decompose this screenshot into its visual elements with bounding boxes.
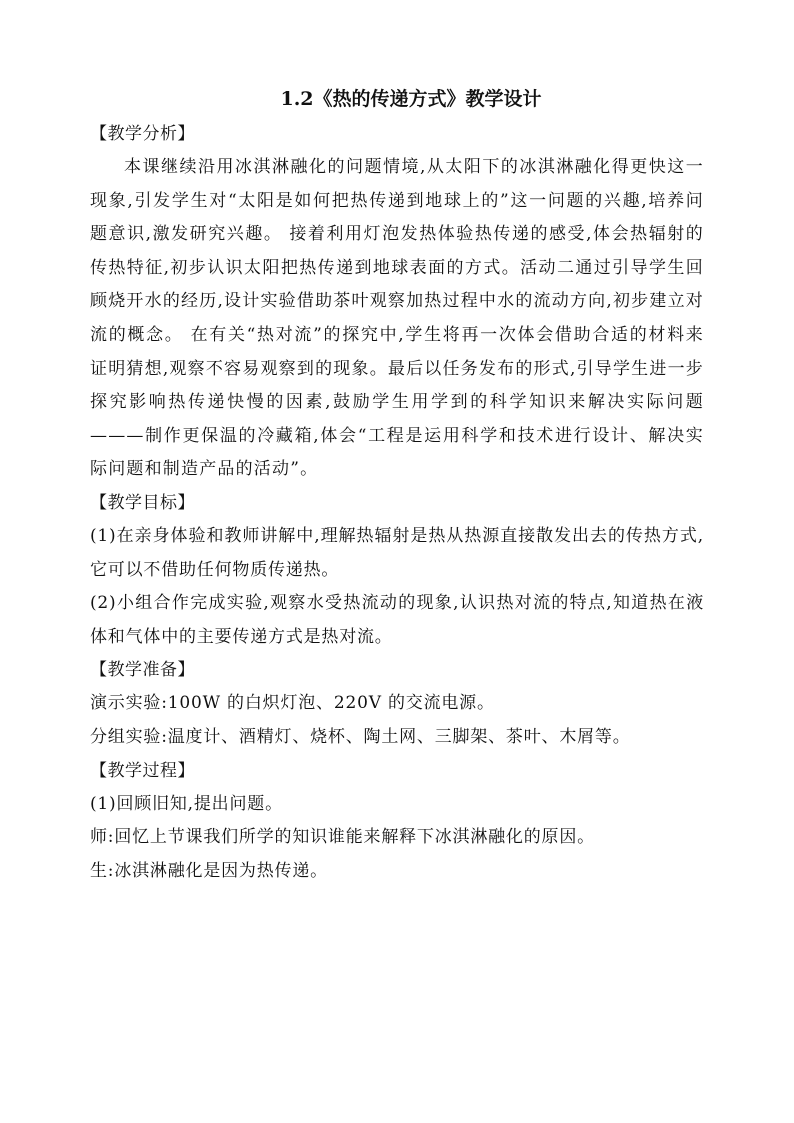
goal-item-2: (2)小组合作完成实验,观察水受热流动的现象,认识热对流的特点,知道热在液体和气体中的主要传递方式是热对流。 [90, 593, 704, 647]
section-heading-analysis: 【教学分析】 [90, 124, 195, 144]
section-heading-preparation: 【教学准备】 [90, 660, 195, 681]
document-title: 1.2《热的传递方式》教学设计 [280, 88, 542, 110]
section-heading-goals: 【教学目标】 [90, 492, 195, 513]
process-item-student: 生:冰淇淋融化是因为热传递。 [90, 860, 328, 881]
goal-item-1: (1)在亲身体验和教师讲解中,理解热辐射是热从热源直接散发出去的传热方式,它可以不借助任何物质传递热。 [90, 525, 704, 580]
section-heading-process: 【教学过程】 [90, 760, 195, 781]
preparation-item-demo: 演示实验:100W 的白炽灯泡、220V 的交流电源。 [90, 693, 495, 714]
process-item-step1: (1)回顾旧知,提出问题。 [90, 793, 283, 814]
analysis-paragraph: 本课继续沿用冰淇淋融化的问题情境,从太阳下的冰淇淋融化得更快这一现象,引发学生对“太阳是如何把热传递到地球上的”这一问题的兴趣,培养问题意识,激发研究兴趣。 接着利用灯泡发热体验热传递的感受,体会热辐射的传热特征,初步认识太阳把热传递到地球表面的方式。活动二通过引导学生回顾烧开水的经历,设计实验借助茶叶观察加热过程中水的流动方向,初步建立对流的概念。 在有关“热对流”的探究中,学生将再一次体会借助合适的材料来证明猜想,观察不容易观察到的现象。最后以任务发布的形式,引导学生进一步探究影响热传递快慢的因素,鼓励学生用学到的科学知识来解决实际问题———制作更保温的冷藏箱,体会“工程是运用科学和技术进行设计、解决实际问题和制造产品的活动”。 [90, 157, 704, 480]
process-item-teacher: 师:回忆上节课我们所学的知识谁能来解释下冰淇淋融化的原因。 [90, 827, 595, 848]
preparation-item-group: 分组实验:温度计、酒精灯、烧杯、陶土网、三脚架、茶叶、木屑等。 [90, 726, 631, 747]
